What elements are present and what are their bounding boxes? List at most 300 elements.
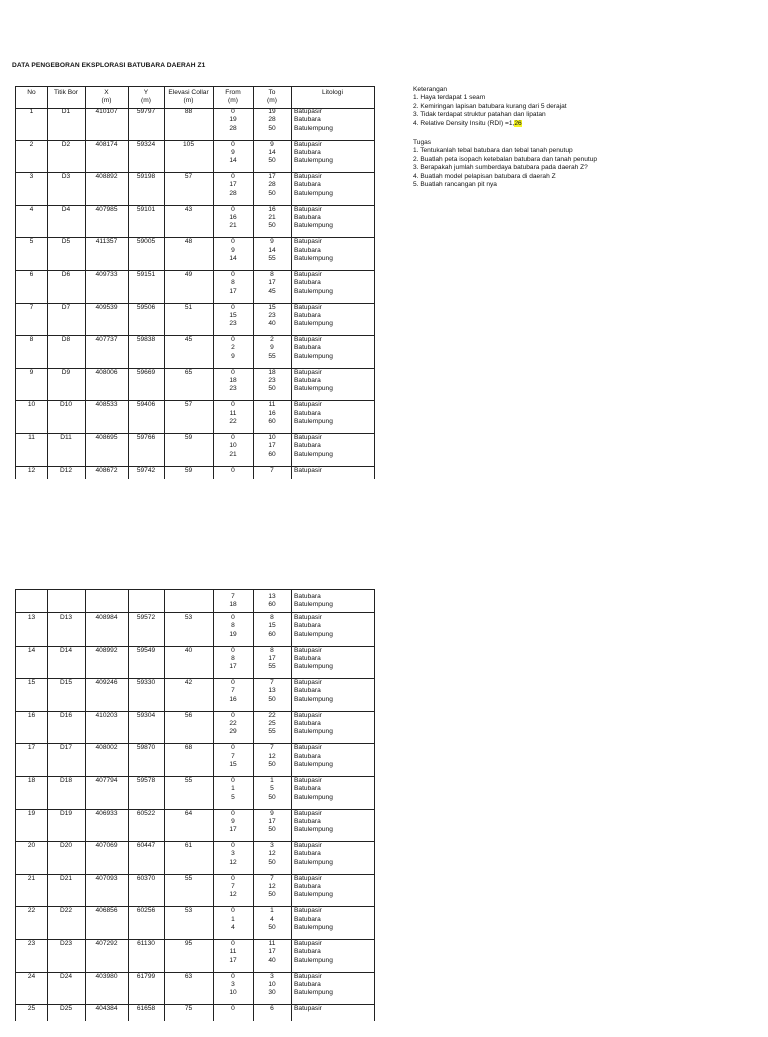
cell-bor: D7	[61, 303, 71, 311]
cell-bor: D11	[60, 434, 72, 441]
table-row	[16, 466, 374, 499]
tugas-item-4: 4. Buatlah model pelapisan batubara di daerah Z	[413, 172, 556, 180]
cell-to: 50	[268, 923, 276, 931]
cell-to: 14	[268, 246, 276, 254]
header-litologi: Litologi	[322, 89, 343, 96]
cell-from: 0	[231, 1005, 235, 1013]
cell-no: 24	[27, 972, 36, 980]
cell-to: 8	[270, 614, 274, 621]
cell-to: 17	[268, 173, 276, 181]
column-divider	[213, 590, 214, 1021]
cell-to: 50	[268, 760, 276, 768]
cell-lit: Batulempung	[294, 417, 333, 425]
cell-lit: Batubara	[294, 279, 321, 287]
cell-lit: Batupasir	[294, 940, 322, 947]
cell-to: 17	[268, 817, 276, 825]
cell-bor: D20	[59, 842, 73, 850]
cell-from: 17	[229, 826, 237, 834]
cell-no: 4	[29, 205, 34, 213]
cell-lit: Batubara	[294, 915, 321, 923]
cell-from: 0	[231, 874, 235, 882]
cell-from: 0	[231, 744, 235, 752]
keterangan-item-3: 3. Tidak terdapat struktur patahan dan lipatan	[413, 111, 546, 119]
cell-to: 16	[268, 205, 276, 213]
tugas-item-2: 2. Buatlah peta isopach ketebalan batubara dan tanah penutup	[413, 155, 598, 163]
cell-to: 23	[268, 311, 276, 319]
cell-no: 2	[29, 140, 34, 148]
cell-x: 407794	[95, 777, 118, 784]
cell-to: 15	[268, 303, 276, 311]
continuation-row	[16, 590, 374, 613]
table-row	[16, 140, 374, 174]
tugas-item-5: 5. Buatlah rancangan pit nya	[413, 181, 497, 189]
cell-lit: Batulempung	[294, 923, 333, 931]
cell-to: 2	[270, 336, 274, 344]
cell-y: 59870	[136, 744, 156, 752]
cell-from: 3	[231, 850, 235, 858]
cell-to: 1	[270, 777, 274, 784]
cell-from: 1	[231, 915, 235, 923]
cell-from: 0	[231, 303, 235, 311]
cell-lit: Batupasir	[294, 614, 322, 621]
cell-to: 40	[268, 956, 276, 964]
cell-to: 17	[268, 279, 276, 287]
cell-y: 60256	[136, 907, 156, 915]
cell-from: 0	[231, 940, 235, 947]
cell-lit: Batupasir	[294, 140, 322, 148]
cell-from: 0	[231, 777, 235, 784]
cell-from: 0	[231, 972, 235, 980]
table-row	[16, 874, 374, 908]
cell-to: 17	[268, 442, 276, 450]
keterangan-title: Keterangan	[413, 86, 448, 93]
cell-lit: Batubara	[294, 817, 321, 825]
cell-to: 60	[268, 417, 276, 425]
cell-to: 9	[270, 344, 274, 352]
cell-from: 19	[229, 116, 237, 124]
cell-no: 5	[29, 238, 34, 246]
cell-from: 0	[231, 108, 235, 115]
cell-from: 7	[231, 752, 235, 760]
cell-to: 50	[268, 858, 276, 866]
cell-no: 19	[27, 809, 36, 817]
table-row	[16, 743, 374, 777]
cell-lit: Batubara	[294, 442, 321, 450]
cell-elev: 57	[184, 401, 193, 409]
cell-x: 408002	[95, 744, 118, 752]
cell-no: 22	[27, 907, 36, 915]
drilling-table-page-2	[15, 589, 375, 1021]
cell-lit: Batupasir	[294, 434, 322, 441]
cell-to: 13	[268, 687, 276, 695]
cell-lit: Batubara	[294, 377, 321, 385]
cell-lit: Batulempung	[294, 254, 333, 262]
cell-y: 59330	[136, 679, 156, 687]
cell-x: 409246	[95, 679, 118, 687]
cell-x: 408992	[95, 646, 118, 654]
cell-from: 17	[229, 287, 237, 295]
cell-y: 59578	[136, 777, 156, 784]
cell-from: 1	[231, 785, 235, 793]
cell-x: 408672	[95, 466, 118, 474]
cell-lit: Batupasir	[294, 401, 322, 409]
cell-bor: D1	[61, 108, 71, 115]
cell-to: 16	[268, 409, 276, 417]
cell-to: 3	[270, 972, 274, 980]
cell-lit: Batupasir	[294, 679, 322, 687]
cell-y: 59304	[136, 711, 156, 719]
cell-bor: D4	[61, 205, 71, 213]
cell-y: 59101	[136, 205, 156, 213]
cell-elev: 65	[184, 368, 193, 376]
cell-lit: Batubara	[294, 850, 321, 858]
cell-elev: 63	[184, 972, 193, 980]
cell-bor: D21	[59, 874, 73, 882]
cell-to: 50	[268, 695, 276, 703]
cell-no: 6	[29, 271, 34, 278]
cell-bor: D3	[61, 173, 71, 181]
column-divider	[253, 86, 254, 479]
column-divider	[128, 86, 129, 479]
cell-to: 15	[268, 622, 276, 630]
column-divider	[291, 86, 292, 479]
cell-to: 28	[268, 116, 276, 124]
cell-lit: Batubara	[294, 409, 321, 417]
cell-to: 50	[268, 793, 276, 801]
table-row	[16, 400, 374, 434]
cell-bor: D12	[59, 466, 73, 474]
cell-elev: 49	[184, 271, 193, 278]
cell-from: 2	[231, 344, 235, 352]
cell-lit: Batubara	[294, 785, 321, 793]
header-no: No	[27, 89, 36, 96]
cell-lit: Batupasir	[294, 303, 322, 311]
cell-elev: 59	[184, 466, 193, 474]
column-divider	[253, 590, 254, 1021]
tugas-item-1: 1. Tentukanlah tebal batubara dan tebal tanah penutup	[413, 147, 573, 155]
cell-lit: Batubara	[294, 752, 321, 760]
document-title: DATA PENGEBORAN EKSPLORASI BATUBARA DAERAH Z1	[12, 62, 206, 69]
cell-y: 61799	[136, 972, 156, 980]
cell-bor: D9	[61, 368, 71, 376]
cell-from: 0	[231, 205, 235, 213]
cell-bor: D8	[61, 336, 71, 344]
header-y: Y (m)	[141, 89, 151, 104]
cell-bor: D15	[59, 679, 73, 687]
cell-lit: Batulempung	[294, 222, 333, 230]
cell-lit: Batubara	[294, 622, 321, 630]
cell-lit: Batupasir	[294, 173, 322, 181]
cell-elev: 88	[184, 108, 193, 115]
table-row	[16, 237, 374, 271]
cell-to: 45	[268, 287, 276, 295]
cell-elev: 55	[184, 874, 193, 882]
table-row	[16, 776, 374, 810]
cell-lit: Batupasir	[294, 809, 322, 817]
cell-x: 408174	[95, 140, 118, 148]
cell-from: 15	[229, 760, 237, 768]
column-divider	[291, 590, 292, 1021]
cell-to: 7	[270, 874, 274, 882]
cell-from: 23	[229, 320, 237, 328]
column-divider	[213, 86, 214, 479]
cell-lit: Batulempung	[294, 793, 333, 801]
cell-from: 9	[231, 246, 235, 254]
cell-to: 40	[268, 320, 276, 328]
cell-lit: Batupasir	[294, 1005, 322, 1013]
cell-lit: Batubara	[294, 181, 321, 189]
cell-from: 7	[231, 593, 235, 600]
cell-lit: Batulempung	[294, 287, 333, 295]
cell-elev: 55	[184, 777, 193, 784]
cell-elev: 68	[184, 744, 193, 752]
cell-to: 23	[268, 377, 276, 385]
cell-x: 410203	[95, 711, 118, 719]
header-from: From (m)	[225, 89, 241, 104]
cell-y: 59151	[136, 271, 156, 278]
cell-elev: 105	[182, 140, 194, 148]
cell-from: 0	[231, 401, 235, 409]
cell-bor: D22	[59, 907, 73, 915]
cell-lit: Batulempung	[294, 826, 333, 834]
cell-elev: 51	[184, 303, 193, 311]
cell-from: 0	[231, 336, 235, 344]
cell-no: 23	[27, 940, 36, 947]
cell-from: 11	[229, 948, 237, 956]
cell-from: 0	[231, 466, 235, 474]
cell-from: 0	[231, 646, 235, 654]
cell-to: 11	[268, 940, 276, 947]
cell-to: 12	[268, 850, 276, 858]
cell-bor: D25	[59, 1005, 73, 1013]
cell-lit: Batubara	[294, 948, 321, 956]
cell-lit: Batupasir	[294, 205, 322, 213]
cell-x: 407069	[95, 842, 118, 850]
cell-from: 12	[229, 858, 237, 866]
column-divider	[128, 590, 129, 1021]
cell-elev: 61	[184, 842, 193, 850]
cell-to: 55	[268, 663, 276, 671]
cell-y: 60370	[136, 874, 156, 882]
cell-to: 5	[270, 785, 274, 793]
cell-y: 59766	[136, 434, 156, 441]
cell-to: 10	[268, 980, 276, 988]
cell-y: 60447	[136, 842, 156, 850]
cell-to: 17	[268, 654, 276, 662]
cell-elev: 48	[184, 238, 193, 246]
cell-lit: Batubara	[294, 980, 321, 988]
cell-lit: Batubara	[294, 246, 321, 254]
cell-from: 5	[231, 793, 235, 801]
cell-from: 0	[231, 907, 235, 915]
table-header	[16, 86, 374, 109]
header-titik-bor: Titik Bor	[54, 89, 78, 96]
keterangan-item-2: 2. Kemiringan lapisan batubara kurang dari 5 derajat	[413, 102, 567, 110]
cell-to: 19	[268, 108, 276, 115]
cell-lit: Batupasir	[294, 907, 322, 915]
cell-lit: Batubara	[294, 720, 321, 728]
cell-x: 406933	[95, 809, 118, 817]
cell-y: 59406	[136, 401, 156, 409]
cell-to: 9	[270, 238, 274, 246]
cell-elev: 43	[184, 205, 193, 213]
cell-no: 11	[28, 434, 35, 441]
table-row	[16, 939, 374, 973]
cell-to: 6	[270, 1005, 274, 1013]
cell-lit: Batulempung	[294, 385, 333, 393]
cell-from: 7	[231, 883, 235, 891]
cell-x: 404384	[95, 1005, 118, 1013]
cell-from: 12	[229, 891, 237, 899]
cell-y: 59549	[136, 646, 156, 654]
cell-elev: 53	[184, 907, 193, 915]
table-row	[16, 205, 374, 239]
cell-from: 7	[231, 687, 235, 695]
cell-lit: Batulempung	[294, 956, 333, 964]
cell-lit: Batubara	[294, 116, 321, 124]
cell-to: 12	[268, 883, 276, 891]
cell-y: 59572	[136, 614, 156, 621]
cell-from: 28	[229, 189, 237, 197]
cell-no: 15	[27, 679, 36, 687]
cell-lit: Batubara	[294, 593, 321, 600]
cell-to: 7	[270, 744, 274, 752]
cell-to: 22	[268, 711, 276, 719]
cell-from: 8	[231, 622, 235, 630]
cell-x: 407093	[95, 874, 118, 882]
cell-y: 59797	[136, 108, 156, 115]
cell-from: 16	[229, 695, 237, 703]
cell-from: 0	[231, 842, 235, 850]
cell-to: 50	[268, 891, 276, 899]
cell-to: 55	[268, 352, 276, 360]
cell-lit: Batupasir	[294, 842, 322, 850]
cell-from: 17	[229, 181, 237, 189]
cell-bor: D5	[61, 238, 71, 246]
cell-y: 60522	[136, 809, 156, 817]
cell-to: 28	[268, 181, 276, 189]
cell-lit: Batubara	[294, 344, 321, 352]
cell-lit: Batupasir	[294, 271, 322, 278]
cell-to: 7	[270, 466, 274, 474]
cell-no: 3	[29, 173, 34, 181]
cell-elev: 75	[184, 1005, 193, 1013]
cell-no: 13	[27, 614, 36, 621]
cell-from: 0	[231, 809, 235, 817]
cell-from: 0	[231, 368, 235, 376]
cell-to: 12	[268, 752, 276, 760]
cell-lit: Batulempung	[294, 630, 333, 638]
cell-to: 50	[268, 826, 276, 834]
drilling-table-page-1	[15, 86, 375, 479]
cell-lit: Batulempung	[294, 157, 333, 165]
cell-no: 1	[29, 108, 34, 115]
table-row	[16, 335, 374, 369]
cell-to: 18	[268, 368, 276, 376]
cell-elev: 57	[184, 173, 193, 181]
table-row	[16, 711, 374, 745]
cell-lit: Batulempung	[294, 760, 333, 768]
column-divider	[47, 86, 48, 479]
cell-y: 61130	[137, 940, 155, 947]
header-to: To (m)	[267, 89, 277, 104]
cell-from: 0	[231, 434, 235, 441]
cell-to: 55	[268, 728, 276, 736]
cell-to: 30	[268, 989, 276, 997]
cell-from: 8	[231, 279, 235, 287]
column-divider	[164, 590, 165, 1021]
cell-lit: Batupasir	[294, 744, 322, 752]
cell-no: 25	[27, 1005, 36, 1013]
cell-to: 60	[268, 601, 276, 609]
cell-to: 11	[268, 401, 276, 409]
cell-from: 0	[231, 614, 235, 621]
cell-lit: Batulempung	[294, 320, 333, 328]
cell-y: 61658	[136, 1005, 156, 1013]
cell-no: 17	[27, 744, 36, 752]
cell-elev: 45	[184, 336, 193, 344]
cell-y: 59742	[136, 466, 156, 474]
cell-to: 60	[268, 450, 276, 458]
column-divider	[164, 86, 165, 479]
cell-lit: Batupasir	[294, 646, 322, 654]
table-row	[16, 303, 374, 337]
cell-to: 50	[268, 222, 276, 230]
cell-to: 4	[270, 915, 274, 923]
cell-from: 21	[229, 222, 237, 230]
cell-to: 50	[268, 157, 276, 165]
cell-to: 9	[270, 140, 274, 148]
cell-x: 408695	[95, 434, 118, 441]
cell-lit: Batulempung	[294, 891, 333, 899]
cell-lit: Batulempung	[294, 189, 333, 197]
cell-lit: Batulempung	[294, 858, 333, 866]
cell-lit: Batubara	[294, 687, 321, 695]
cell-lit: Batupasir	[294, 972, 322, 980]
cell-x: 407737	[95, 336, 118, 344]
cell-no: 21	[27, 874, 36, 882]
cell-from: 17	[229, 956, 237, 964]
column-divider	[85, 86, 86, 479]
cell-from: 9	[231, 148, 235, 156]
cell-from: 3	[231, 980, 235, 988]
column-divider	[47, 590, 48, 1021]
cell-x: 410107	[95, 108, 118, 115]
cell-x: 409539	[95, 303, 118, 311]
cell-bor: D2	[61, 140, 71, 148]
notes-panel	[413, 86, 597, 189]
cell-to: 14	[268, 148, 276, 156]
cell-to: 9	[270, 809, 274, 817]
cell-x: 408892	[95, 173, 118, 181]
cell-from: 0	[231, 140, 235, 148]
cell-to: 50	[268, 189, 276, 197]
cell-y: 59324	[136, 140, 156, 148]
cell-from: 11	[229, 409, 237, 417]
cell-x: 406856	[95, 907, 118, 915]
cell-bor: D18	[59, 777, 73, 784]
table-row	[16, 172, 374, 206]
table-row	[16, 646, 374, 680]
cell-from: 8	[231, 654, 235, 662]
cell-from: 0	[231, 238, 235, 246]
cell-from: 22	[229, 720, 237, 728]
cell-from: 0	[231, 271, 235, 278]
cell-from: 22	[229, 417, 237, 425]
cell-from: 18	[229, 601, 237, 609]
cell-no: 9	[29, 368, 34, 376]
cell-to: 13	[268, 593, 276, 600]
